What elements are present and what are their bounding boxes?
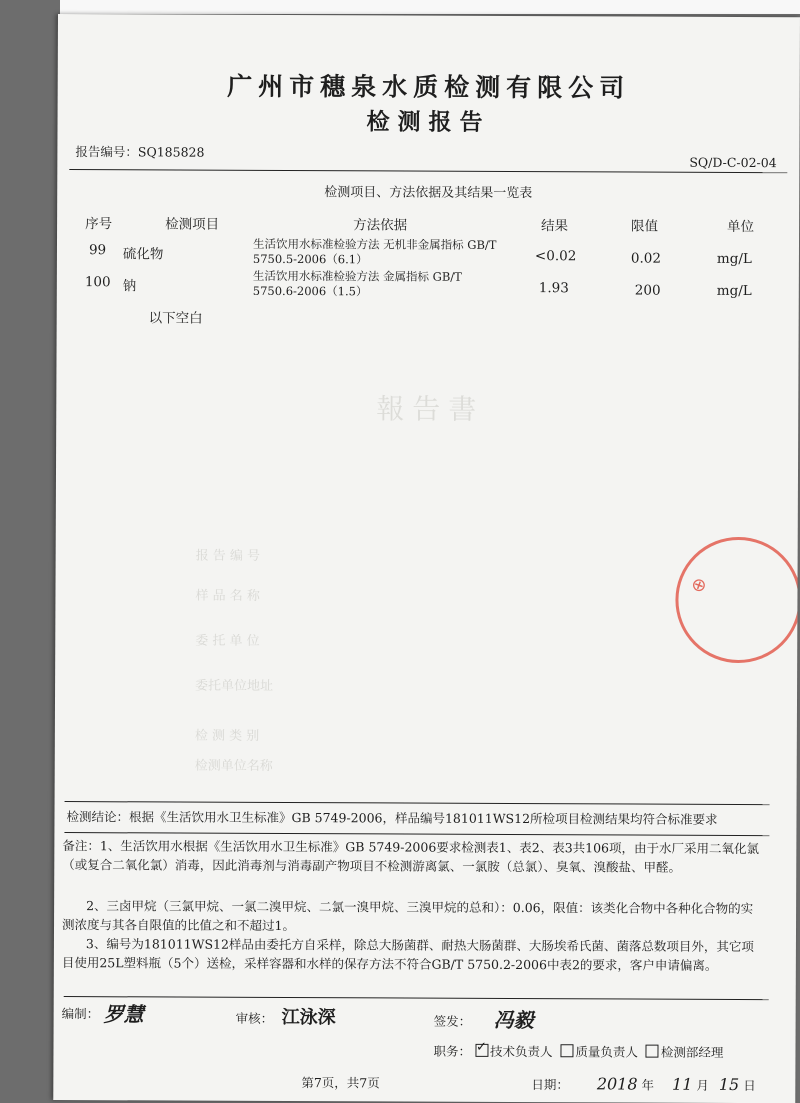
show-through-text: 報告書 (376, 392, 485, 426)
date-year-char: 年 (641, 1077, 655, 1093)
reviewer-label: 审核： (235, 1010, 274, 1026)
row-method: 生活饮用水标准检验方法 无机非金属指标 GB/T 5750.5-2006（6.1） (252, 236, 497, 267)
row-result: <0.02 (534, 248, 577, 265)
row-item: 硫化物 (122, 246, 164, 263)
row-result: 1.93 (538, 280, 569, 297)
position-technical[interactable]: ✓ 技术负责人 (475, 1044, 553, 1059)
row-item: 钠 (122, 278, 137, 295)
show-through-text: 检 测 类 别 (194, 728, 260, 744)
column-header-unit: 单位 (727, 218, 755, 236)
date-day: 15 (718, 1074, 740, 1094)
remark-2: 2、三卤甲烷（三氯甲烷、一氯二溴甲烷、二氯一溴甲烷、三溴甲烷的总和）：0.06，限值：该类化合物中各种化合物的实测浓度与其各自限值的比值之和不超过1。 (61, 898, 754, 934)
position-quality[interactable]: 质量负责人 (560, 1044, 638, 1059)
position-manager[interactable]: 检测部经理 (646, 1045, 724, 1060)
header-rule (69, 169, 787, 173)
report-number-value: SQ185828 (137, 144, 205, 160)
report-number-label: 报告编号： (75, 144, 138, 160)
position-label: 职务： (433, 1043, 472, 1059)
compiler-signature: 罗慧 (103, 1002, 144, 1027)
row-no: 99 (88, 242, 107, 259)
table-subtitle: 检测项目、方法依据及其结果一览表 (324, 185, 533, 202)
date-year: 2018 (596, 1074, 638, 1094)
date-label: 日期： (531, 1077, 569, 1093)
document-code: SQ/D-C-02-04 (689, 154, 777, 171)
column-header-limit: 限值 (631, 218, 659, 235)
checkbox-checked-icon (475, 1044, 488, 1057)
date-month-char: 月 (696, 1077, 709, 1093)
date-month: 11 (671, 1074, 693, 1094)
official-seal (675, 537, 800, 664)
remark-3: 3、编号为181011WS12样品由委托方自采样，除总大肠菌群、耐热大肠菌群、大肠埃希氏菌、菌落总数项目外，其它项目使用25L塑料瓶（5个）送检，采样容器和水样的保存方法不符合GB/T 5750.2-2006中表2的要求，客户申请偏离。 (61, 936, 754, 973)
blank-below-note: 以下空白 (148, 310, 203, 327)
checkbox-icon (560, 1044, 573, 1057)
page-number: 第7页，共7页 (301, 1075, 380, 1091)
show-through-text: 委 托 单 位 (195, 633, 260, 649)
show-through-text: 检测单位名称 (194, 758, 273, 774)
remark-1: 备注：1、生活饮用水根据《生活饮用水卫生标准》GB 5749-2006要求检测表1、表2、表3共106项，由于水厂采用二氧化氯（或复合二氧化氯）消毒，因此消毒剂与消毒副产物项目不检测游离氯、一氯胺（总氯）、臭氧、溴酸盐、甲醛。 (62, 838, 760, 875)
conclusion-label: 检测结论： (66, 809, 130, 825)
date (531, 1074, 755, 1094)
company-name: 广州市穗泉水质检测有限公司 (227, 71, 631, 103)
row-no: 100 (84, 274, 111, 291)
compiler-label: 编制： (61, 1006, 100, 1022)
column-header-item: 检测项目 (165, 216, 220, 233)
checkbox-icon (646, 1045, 659, 1058)
issuer-label: 签发： (433, 1013, 472, 1029)
remarks-bottom-rule (64, 996, 769, 1000)
report-title: 检测报告 (366, 109, 491, 136)
show-through-text: 样 品 名 称 (195, 588, 260, 604)
show-through-text: 委托单位地址 (195, 678, 274, 694)
row-method: 生活饮用水标准检验方法 金属指标 GB/T 5750.6-2006（1.5） (252, 268, 462, 299)
column-header-result: 结果 (541, 218, 569, 235)
row-limit: 0.02 (630, 250, 662, 267)
positions (433, 1042, 723, 1061)
issuer-signature: 冯毅 (493, 1007, 534, 1033)
conclusion-text: 根据《生活饮用水卫生标准》GB 5749-2006，样品编号181011WS12所检项目检测结果均符合标准要求 (128, 809, 718, 827)
column-header-no: 序号 (85, 216, 113, 233)
report-page (53, 14, 800, 1103)
row-unit: mg/L (716, 282, 752, 300)
report-number (75, 142, 204, 161)
official-seal-mark: ⊕ (686, 574, 712, 597)
row-unit: mg/L (716, 250, 752, 268)
show-through-text: 报 告 编 号 (195, 548, 261, 564)
conclusion (66, 807, 717, 828)
reviewer-signature: 江泳深 (281, 1006, 336, 1029)
column-header-method: 方法依据 (353, 217, 408, 234)
row-limit: 200 (634, 282, 661, 299)
page-top-edge (60, 0, 800, 14)
date-day-char: 日 (743, 1078, 756, 1094)
conclusion-top-rule (65, 801, 770, 805)
